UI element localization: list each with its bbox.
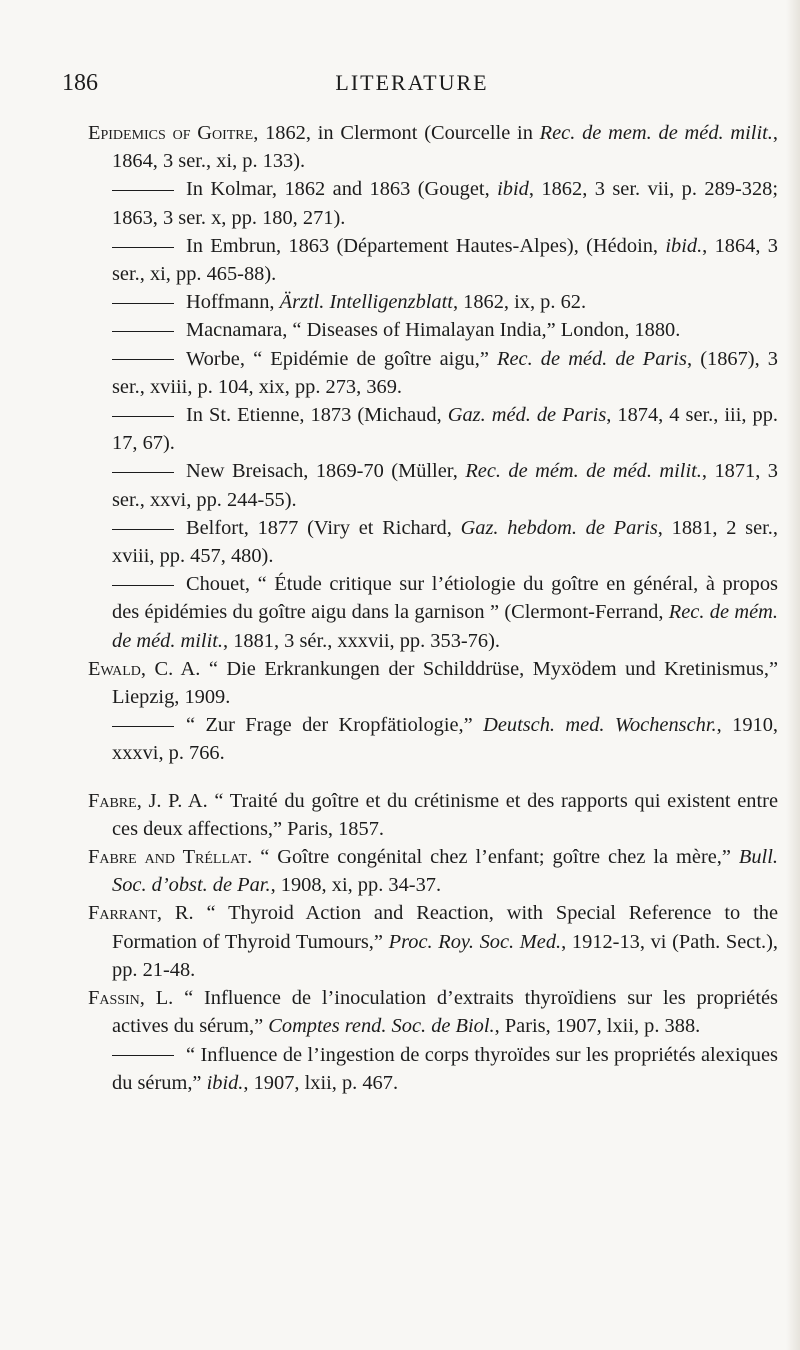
running-title: LITERATURE xyxy=(335,70,489,95)
ditto-dash xyxy=(112,359,174,360)
bibliography-entry: Ewald, C. A. “ Die Erkrankungen der Schilddrüse, Myxödem und Kretinismus,” Liepzig, 1909. xyxy=(88,657,778,709)
bibliography-entry: “ Zur Frage der Kropfätiologie,” Deutsch. med. Wochenschr., 1910, xxxvi, p. 766. xyxy=(112,714,779,765)
ditto-dash xyxy=(112,247,174,248)
page-header xyxy=(62,70,762,100)
ditto-dash xyxy=(112,585,174,586)
ditto-dash xyxy=(112,1055,174,1056)
bibliography-entry: Belfort, 1877 (Viry et Richard, Gaz. hebdom. de Paris, 1881, 2 ser., xviii, pp. 457, 480). xyxy=(112,516,778,568)
bibliography-entry: New Breisach, 1869-70 (Müller, Rec. de mém. de méd. milit., 1871, 3 ser., xxvi, pp. 244-55). xyxy=(112,460,778,511)
bibliography-entry: Farrant, R. “ Thyroid Action and Reaction, with Special Reference to the Formation of Thyroid Tumours,” Proc. Roy. Soc. Med., 1912-13, vi (Path. Sect.), pp. 21-48. xyxy=(88,902,778,981)
entry-author: Fabre and Tréllat xyxy=(88,846,248,869)
bibliography-entry: Macnamara, “ Diseases of Himalayan India,” London, 1880. xyxy=(88,316,778,344)
entry-author: Ewald xyxy=(88,657,141,680)
entry-author: Fabre xyxy=(88,789,137,812)
ditto-dash xyxy=(112,472,174,473)
bibliography-entry: Fassin, L. “ Influence de l’inoculation d’extraits thyroïdiens sur les propriétés actives du sérum,” Comptes rend. Soc. de Biol., Paris, 1907, lxii, p. 388. xyxy=(88,987,778,1038)
bibliography-entry: In Embrun, 1863 (Département Hautes-Alpes), (Hédoin, ibid., 1864, 3 ser., xi, pp. 465-88). xyxy=(112,234,778,286)
bibliography-list xyxy=(88,119,778,1097)
entry-author: Fassin xyxy=(88,987,140,1010)
ditto-dash xyxy=(112,303,174,304)
bibliography-entry: “ Influence de l’ingestion de corps thyroïdes sur les propriétés alexiques du sérum,” ibid., 1907, lxii, p. 467. xyxy=(112,1043,778,1094)
page-number: 186 xyxy=(62,70,98,96)
ditto-dash xyxy=(112,331,174,332)
entry-author: Epidemics of Goitre xyxy=(88,122,254,144)
ditto-dash xyxy=(112,416,174,417)
bibliography-entry: Chouet, “ Étude critique sur l’étiologie du goître en général, à propos des épidémies du goître aigu dans la garnison ” (Clermont-Ferrand, Rec. de mém. de méd. milit., 1881, 3 sér., xxxvii, pp. 353-76). xyxy=(112,573,778,652)
ditto-dash xyxy=(112,190,174,191)
bibliography-entry: In Kolmar, 1862 and 1863 (Gouget, ibid, 1862, 3 ser. vii, p. 289-328; 1863, 3 ser. x, pp. 180, 271). xyxy=(112,178,778,229)
bibliography-entry: In St. Etienne, 1873 (Michaud, Gaz. méd. de Paris, 1874, 4 ser., iii, pp. 17, 67). xyxy=(112,404,779,455)
entry-author: Farrant xyxy=(88,902,157,925)
ditto-dash xyxy=(112,529,174,530)
bibliography-entry: Epidemics of Goitre, 1862, in Clermont (Courcelle in Rec. de mem. de méd. milit., 1864, 3 ser., xi, p. 133). xyxy=(88,122,778,173)
page-edge-shadow xyxy=(786,0,800,1350)
bibliography-entry: Fabre, J. P. A. “ Traité du goître et du crétinisme et des rapports qui existent entre ces deux affections,” Paris, 1857. xyxy=(88,789,778,840)
bibliography-entry: Hoffmann, Ärztl. Intelligenzblatt, 1862, ix, p. 62. xyxy=(88,288,778,316)
bibliography-entry: Fabre and Tréllat. “ Goître congénital chez l’enfant; goître chez la mère,” Bull. Soc. d’obst. de Par., 1908, xi, pp. 34-37. xyxy=(88,846,778,897)
ditto-dash xyxy=(112,726,174,727)
bibliography-entry: Worbe, “ Epidémie de goître aigu,” Rec. de méd. de Paris, (1867), 3 ser., xviii, p. 104, xix, pp. 273, 369. xyxy=(112,347,778,398)
